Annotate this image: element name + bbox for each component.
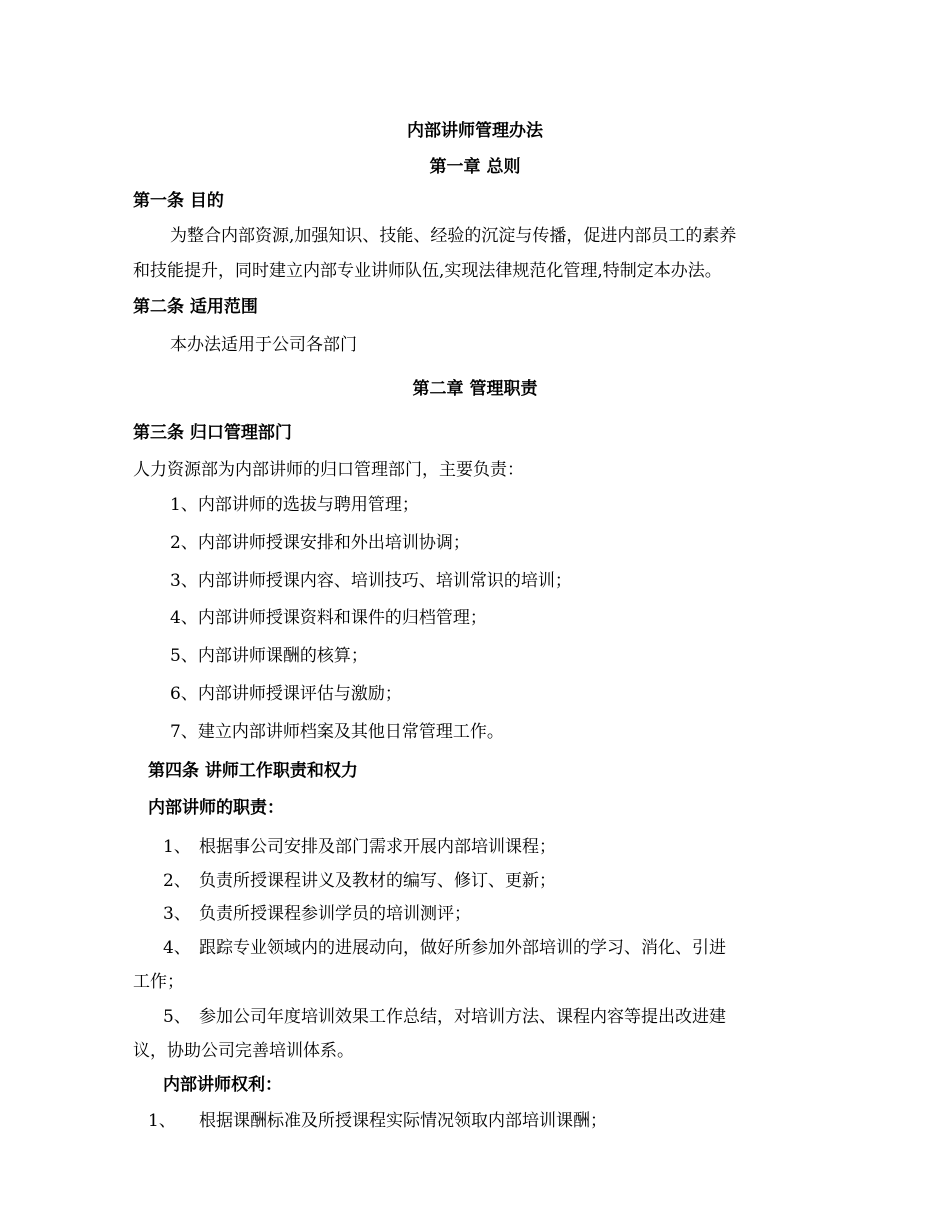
chapter-2-heading: 第二章 管理职责 [412,379,538,399]
article-3-item-6: 6、内部讲师授课评估与激励； [170,684,402,704]
article-3-item-4: 4、内部讲师授课资料和课件的归档管理； [170,608,487,628]
duty-item-5-text: 参加公司年度培训效果工作总结，对培训方法、课程内容等提出改进建 [199,1007,726,1027]
duty-item-4-continuation: 工作； [133,972,184,992]
article-3-item-7: 7、建立内部讲师档案及其他日常管理工作。 [170,722,504,742]
duty-item-2-text: 负责所授课程讲义及教材的编写、修订、更新； [199,871,556,891]
article-1-paragraph-line-2: 和技能提升，同时建立内部专业讲师队伍,实现法律规范化管理,特制定本办法。 [133,261,722,281]
article-3-intro: 人力资源部为内部讲师的归口管理部门，主要负责： [133,460,524,480]
duty-item-4-number: 4、 [163,938,191,958]
article-4-heading: 第四条 讲师工作职责和权力 [148,761,358,781]
duty-item-1 [163,836,556,858]
duty-item-3-number: 3、 [163,904,191,924]
article-2-paragraph: 本办法适用于公司各部门 [170,335,357,355]
right-item-1-text: 根据课酬标准及所授课程实际情况领取内部培训课酬； [199,1111,607,1131]
article-1-heading: 第一条 目的 [133,191,224,211]
chapter-1-heading: 第一章 总则 [429,157,521,177]
rights-heading: 内部讲师权利： [163,1075,282,1095]
duty-item-1-number: 1、 [163,837,191,857]
duty-item-2-number: 2、 [163,871,191,891]
article-3-item-2: 2、内部讲师授课安排和外出培训协调； [170,533,470,553]
right-item-1 [148,1110,607,1132]
article-2-heading: 第二条 适用范围 [133,297,258,317]
article-3-item-1: 1、内部讲师的选拔与聘用管理； [170,495,419,515]
duty-item-5-number: 5、 [163,1007,191,1027]
duty-item-4 [163,937,726,959]
duties-heading: 内部讲师的职责： [148,798,284,818]
document-title: 内部讲师管理办法 [407,121,543,141]
duty-item-3-text: 负责所授课程参训学员的培训测评； [199,904,471,924]
duty-item-4-text: 跟踪专业领域内的进展动向，做好所参加外部培训的学习、消化、引进 [199,938,726,958]
article-3-heading: 第三条 归口管理部门 [133,423,292,443]
right-item-1-number: 1、 [148,1111,176,1131]
duty-item-5 [163,1006,726,1028]
article-3-item-5: 5、内部讲师课酬的核算； [170,646,368,666]
article-1-paragraph-line-1: 为整合内部资源,加强知识、技能、经验的沉淀与传播，促进内部员工的素养 [170,226,737,246]
duty-item-1-text: 根据事公司安排及部门需求开展内部培训课程； [199,837,556,857]
duty-item-3 [163,903,471,925]
duty-item-2 [163,870,556,892]
article-3-item-3: 3、内部讲师授课内容、培训技巧、培训常识的培训； [170,571,572,591]
duty-item-5-continuation: 议，协助公司完善培训体系。 [133,1041,354,1061]
